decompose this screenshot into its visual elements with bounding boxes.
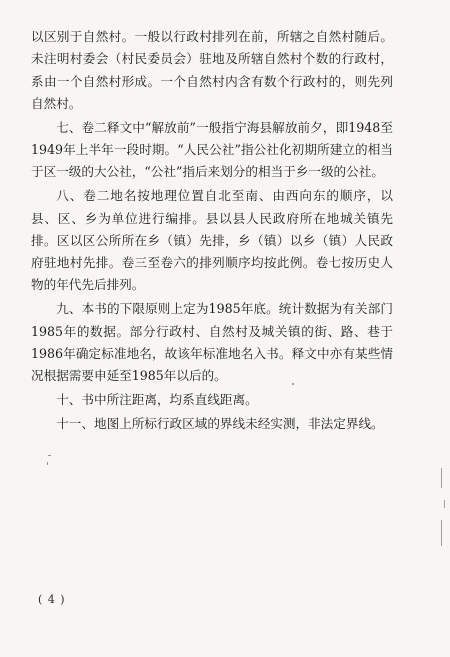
scan-artifact-dot	[48, 455, 51, 456]
scan-artifact-line	[444, 500, 445, 508]
scan-artifact-line	[441, 468, 442, 488]
paragraph-item-10: 十、书中所注距离，均系直线距离。	[56, 392, 258, 408]
page-number: ( 4 )	[38, 593, 66, 606]
scan-artifact-line	[441, 520, 442, 546]
paragraph-item-7: 七、卷二释文中“解放前”一般指宁海县解放前夕，即1948至1949年上半年一段时期。“人民公社”指公社化初期所建立的相当于区一级的大公社，“公社”指后来划分的相当于乡一级的公社。	[31, 119, 393, 180]
scan-artifact-dot	[292, 383, 294, 385]
paragraph-item-8: 八、卷二地名按地理位置自北至南、由西向东的顺序，以县、区、乡为单位进行编排。县以县人民政府所在地城关镇先排。区以区公所所在乡（镇）先排，乡（镇）以乡（镇）人民政府驻地村先排。卷三至卷六的排列顺序均按此例。卷七按历史人物的年代先后排列。	[31, 188, 393, 293]
body-text	[31, 26, 393, 437]
paragraph-item-11: 十一、地图上所标行政区域的界线未经实测，非法定界线。	[56, 416, 384, 432]
scan-artifact-dot	[47, 462, 48, 465]
paragraph-continuation: 以区别于自然村。一般以行政村排列在前，所辖之自然村随后。未注明村委会（村民委员会）驻地及所辖自然村个数的行政村，系由一个自然村形成。一个自然村内含有数个行政村的，则先列自然村。	[31, 29, 393, 111]
paragraph-item-9: 九、本书的下限原则上定为1985年底。统计数据为有关部门1985年的数据。部分行政村、自然村及城关镇的街、路、巷于1986年确定标准地名，故该年标准地名入书。释文中亦有某些情况根据需要申延至1985年以后的。	[31, 301, 393, 384]
